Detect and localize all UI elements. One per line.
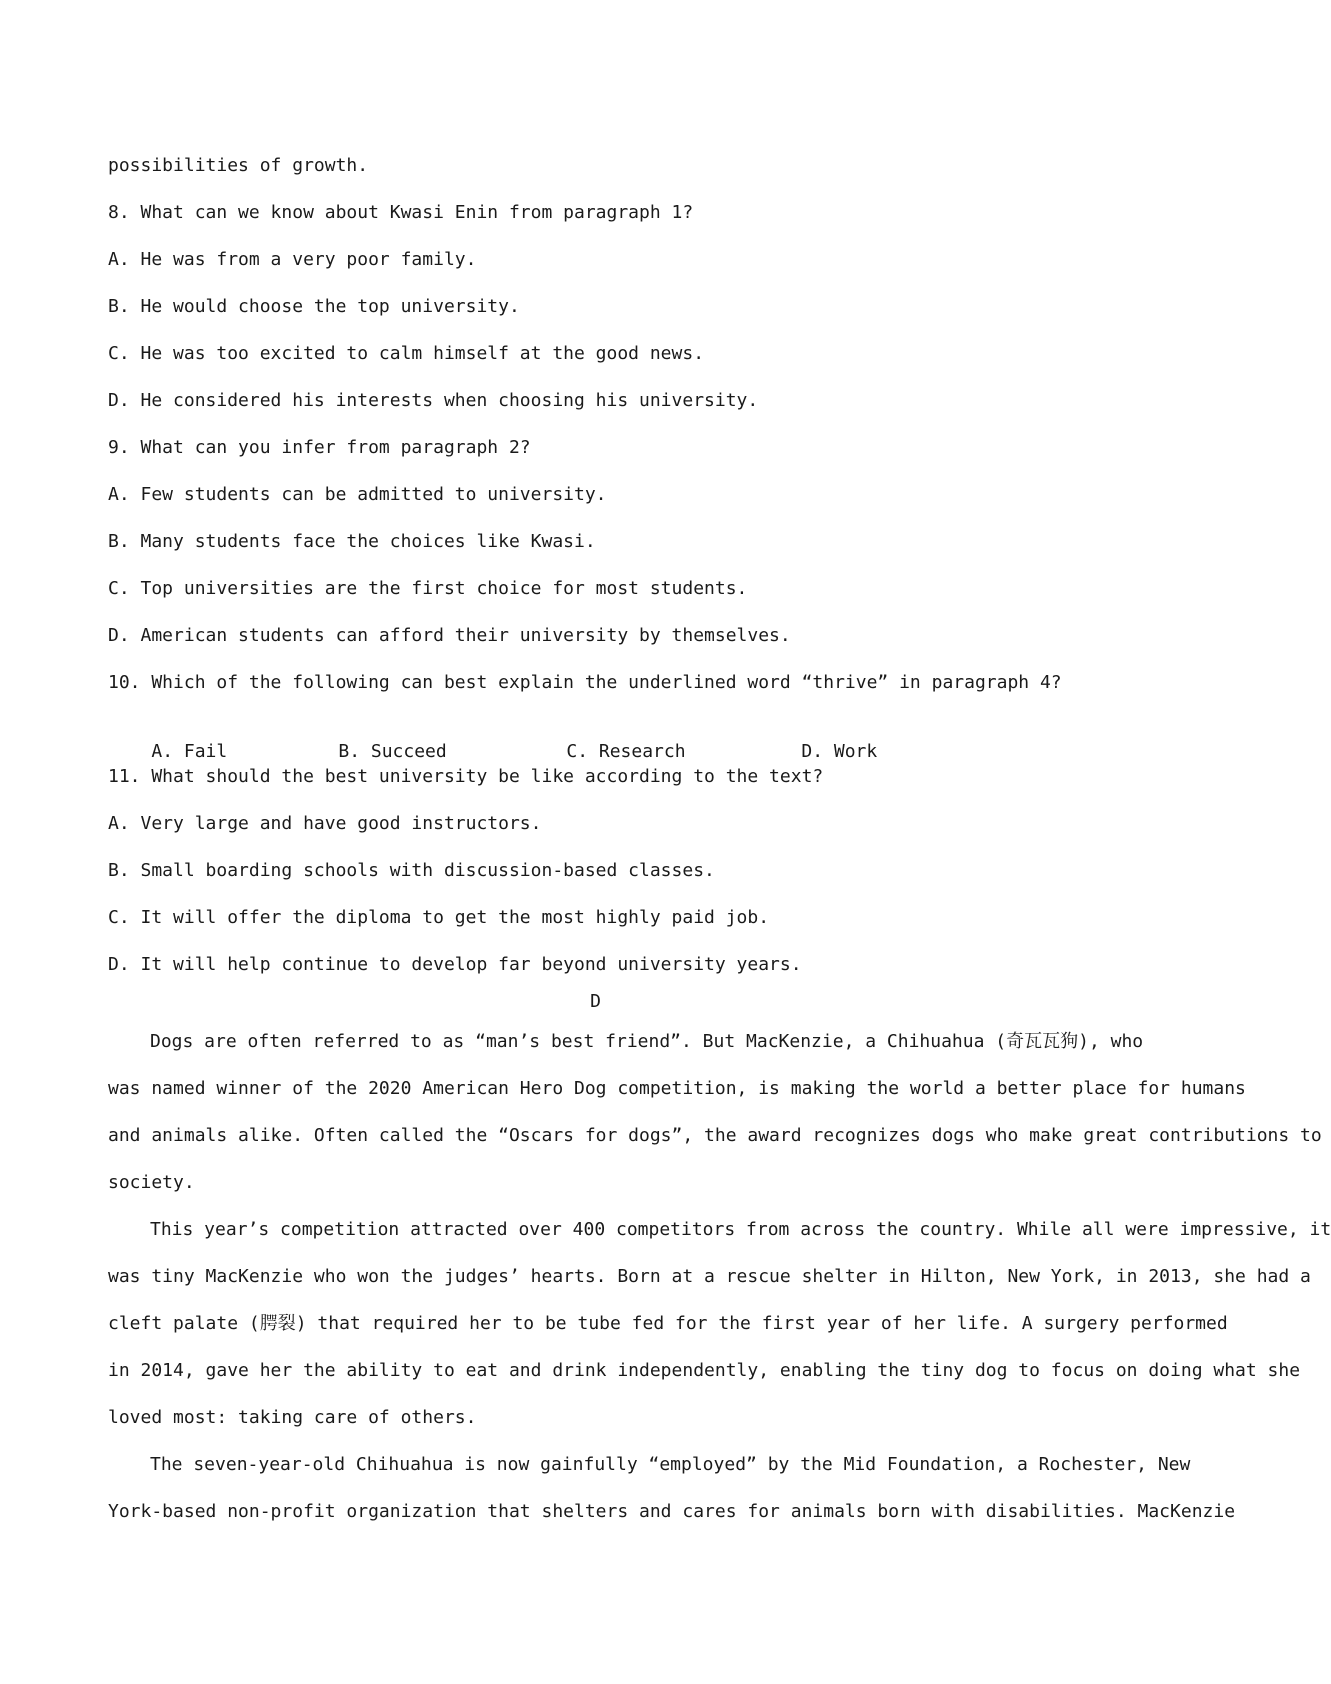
question-10-option-d: D. Work	[801, 741, 878, 762]
question-9: 9. What can you infer from paragraph 2?	[108, 437, 531, 458]
passage-d-paragraph-3-line-2: York-based non-profit organization that shelters and cares for animals born with disabilities. MacKenzie	[108, 1501, 1236, 1522]
question-11: 11. What should the best university be like according to the text?	[108, 766, 824, 787]
question-8-option-b: B. He would choose the top university.	[108, 296, 520, 317]
passage-d-paragraph-2-line-1: This year’s competition attracted over 400 competitors from across the country. While all were impressive, it	[150, 1219, 1331, 1240]
question-9-option-d: D. American students can afford their university by themselves.	[108, 625, 791, 646]
passage-d-paragraph-3-line-1: The seven-year-old Chihuahua is now gainfully “employed” by the Mid Foundation, a Rochester, New	[150, 1454, 1191, 1475]
question-9-option-b: B. Many students face the choices like Kwasi.	[108, 531, 596, 552]
passage-d-paragraph-1-line-3: and animals alike. Often called the “Oscars for dogs”, the award recognizes dogs who make great contributions to	[108, 1125, 1322, 1146]
question-11-option-d: D. It will help continue to develop far beyond university years.	[108, 954, 802, 975]
question-10-option-a: A. Fail	[151, 741, 228, 762]
question-8-option-a: A. He was from a very poor family.	[108, 249, 477, 270]
question-8: 8. What can we know about Kwasi Enin from paragraph 1?	[108, 202, 694, 223]
question-9-option-c: C. Top universities are the first choice for most students.	[108, 578, 748, 599]
passage-d-paragraph-2-line-3: cleft palate (腭裂) that required her to be tube fed for the first year of her life. A surgery performed	[108, 1313, 1228, 1334]
question-11-option-b: B. Small boarding schools with discussion-based classes.	[108, 860, 715, 881]
passage-d-paragraph-2-line-5: loved most: taking care of others.	[108, 1407, 477, 1428]
question-8-option-d: D. He considered his interests when choosing his university.	[108, 390, 759, 411]
question-10-option-b: B. Succeed	[338, 741, 447, 762]
passage-d-paragraph-1-line-4: society.	[108, 1172, 195, 1193]
question-11-option-c: C. It will offer the diploma to get the most highly paid job.	[108, 907, 770, 928]
passage-continuation: possibilities of growth.	[108, 155, 369, 176]
question-9-option-a: A. Few students can be admitted to university.	[108, 484, 607, 505]
section-heading: D	[590, 991, 601, 1012]
question-11-option-a: A. Very large and have good instructors.	[108, 813, 542, 834]
question-8-option-c: C. He was too excited to calm himself at the good news.	[108, 343, 705, 364]
passage-d-paragraph-1-line-2: was named winner of the 2020 American Hero Dog competition, is making the world a better place for humans	[108, 1078, 1246, 1099]
question-10: 10. Which of the following can best explain the underlined word “thrive” in paragraph 4?	[108, 672, 1062, 693]
passage-d-paragraph-2-line-4: in 2014, gave her the ability to eat and drink independently, enabling the tiny dog to focus on doing what she	[108, 1360, 1301, 1381]
passage-d-paragraph-2-line-2: was tiny MacKenzie who won the judges’ hearts. Born at a rescue shelter in Hilton, New York, in 2013, she had a	[108, 1266, 1311, 1287]
question-10-option-c: C. Research	[566, 741, 686, 762]
passage-d-paragraph-1-line-1: Dogs are often referred to as “man’s best friend”. But MacKenzie, a Chihuahua (奇瓦瓦狗), who	[150, 1031, 1144, 1052]
